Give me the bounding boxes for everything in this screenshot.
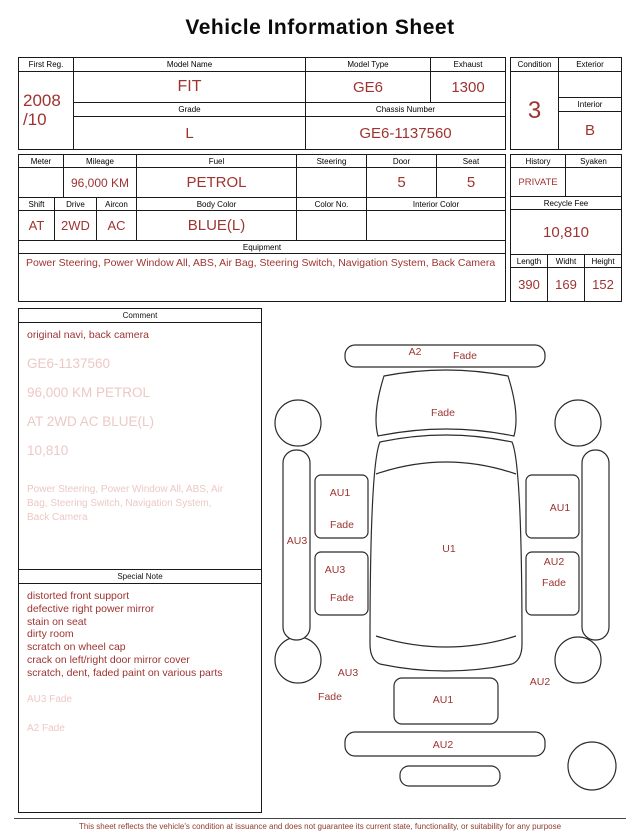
zone-label: AU1 bbox=[329, 487, 351, 499]
comment-header: Comment bbox=[19, 309, 261, 323]
door-value: 5 bbox=[367, 168, 437, 197]
height-label: Height bbox=[591, 256, 615, 266]
lower-rear-panel bbox=[400, 766, 500, 786]
history-label: History bbox=[511, 155, 566, 167]
left-rear-door-panel bbox=[315, 552, 368, 615]
door-label: Door bbox=[367, 155, 437, 167]
zone-label: AU3 bbox=[337, 667, 359, 679]
equipment-value: Power Steering, Power Window All, ABS, Air Bag, Steering Switch, Navigation System, Back Camera bbox=[26, 257, 496, 269]
top-left-table bbox=[18, 57, 506, 150]
ghost-line: Power Steering, Power Window All, ABS, Air bbox=[27, 483, 224, 495]
zone-label: Fade bbox=[453, 350, 477, 362]
grade-value: L bbox=[74, 117, 306, 149]
special-note-body bbox=[19, 584, 261, 812]
comment-body bbox=[19, 323, 261, 569]
fuel-label: Fuel bbox=[137, 155, 297, 167]
zone-label: U1 bbox=[442, 543, 456, 555]
height-value: 152 bbox=[592, 277, 614, 292]
front-bumper-panel bbox=[345, 345, 545, 367]
zone-label: A2 bbox=[408, 346, 422, 358]
fuel-value: PETROL bbox=[137, 168, 297, 197]
chassis-value: GE6-1137560 bbox=[359, 124, 452, 142]
ghost-bleedthrough-text bbox=[27, 694, 253, 734]
zone-label: AU1 bbox=[549, 502, 571, 514]
zone-label: Fade bbox=[330, 519, 354, 531]
special-note-item: stain on seat bbox=[27, 615, 87, 628]
steering-value bbox=[297, 168, 367, 197]
rear-left-wheel bbox=[275, 637, 321, 683]
ghost-line: 10,810 bbox=[27, 442, 69, 458]
zone-label: AU3 bbox=[324, 564, 346, 576]
exterior-label: Exterior bbox=[559, 58, 621, 72]
page-title: Vehicle Information Sheet bbox=[185, 16, 455, 39]
width-label: Widht bbox=[548, 255, 585, 267]
interior-color-value bbox=[367, 211, 505, 240]
special-note-item: scratch on wheel cap bbox=[27, 641, 126, 654]
first-reg-value bbox=[19, 72, 74, 149]
model-name-value: FIT bbox=[74, 72, 306, 103]
body-color-value: BLUE(L) bbox=[137, 211, 297, 240]
exhaust-value: 1300 bbox=[431, 72, 505, 103]
zone-label: Fade bbox=[330, 592, 354, 604]
model-name-label: Model Name bbox=[74, 58, 306, 72]
zone-label: AU2 bbox=[543, 556, 565, 568]
exhaust-label: Exhaust bbox=[431, 58, 505, 72]
disclaimer-text: This sheet reflects the vehicle's condition at issuance and does not guarantee its current state, functionality, or suitability for any purpose bbox=[14, 818, 626, 831]
comment-box bbox=[18, 308, 262, 813]
comment-text: original navi, back camera bbox=[27, 329, 149, 341]
aircon-value: AC bbox=[97, 211, 137, 240]
model-type-label: Model Type bbox=[306, 58, 431, 72]
meter-label: Meter bbox=[19, 155, 64, 167]
syaken-value bbox=[566, 168, 621, 196]
special-note-item: scratch, dent, faded paint on various parts bbox=[27, 666, 223, 679]
interior-color-label: Interior Color bbox=[412, 199, 460, 209]
shift-label: Shift bbox=[19, 198, 55, 210]
condition-value: 3 bbox=[511, 72, 559, 149]
front-right-wheel bbox=[555, 400, 601, 446]
ghost-line: 96,000 KM PETROL bbox=[27, 384, 151, 400]
drive-value: 2WD bbox=[55, 211, 97, 240]
zone-label: Fade bbox=[542, 577, 566, 589]
car-diagram-svg bbox=[270, 314, 622, 806]
model-type-value: GE6 bbox=[306, 72, 431, 103]
recycle-fee-value: 10,810 bbox=[543, 223, 589, 241]
spare-tire bbox=[568, 742, 616, 790]
history-value: PRIVATE bbox=[511, 168, 566, 196]
width-value: 169 bbox=[548, 268, 585, 301]
body-color-label: Body Color bbox=[137, 198, 297, 210]
color-no-value bbox=[297, 211, 367, 240]
ghost-bleedthrough-text bbox=[27, 356, 253, 523]
special-note-item: distorted front support bbox=[27, 590, 130, 602]
zone-label: Fade bbox=[318, 691, 342, 703]
right-side-strip bbox=[582, 450, 609, 640]
interior-value: B bbox=[584, 122, 595, 139]
chassis-label: Chassis Number bbox=[306, 103, 505, 117]
right-panel-table bbox=[510, 154, 622, 302]
first-reg-month: /10 bbox=[23, 109, 47, 129]
hood-panel bbox=[376, 370, 516, 436]
length-value: 390 bbox=[511, 268, 548, 301]
zone-label: AU2 bbox=[432, 739, 454, 751]
recycle-fee-label: Recycle Fee bbox=[543, 198, 589, 208]
aircon-label: Aircon bbox=[97, 198, 137, 210]
zone-label: AU3 bbox=[286, 535, 308, 547]
ghost-line: AT 2WD AC BLUE(L) bbox=[27, 413, 155, 429]
syaken-label: Syaken bbox=[580, 156, 607, 166]
seat-label: Seat bbox=[462, 156, 480, 166]
rear-right-wheel bbox=[555, 637, 601, 683]
steering-label: Steering bbox=[297, 155, 367, 167]
drive-label: Drive bbox=[55, 198, 97, 210]
zone-label: AU2 bbox=[529, 676, 551, 688]
exterior-value bbox=[559, 72, 621, 98]
zone-label: AU1 bbox=[432, 694, 454, 706]
zone-label: Fade bbox=[431, 407, 455, 419]
equipment-label: Equipment bbox=[242, 242, 282, 252]
ghost-line: Back Camera bbox=[27, 511, 88, 523]
meter-value bbox=[19, 168, 64, 197]
car-damage-diagram bbox=[270, 314, 622, 806]
special-note-header: Special Note bbox=[19, 569, 261, 584]
top-right-table bbox=[510, 57, 622, 150]
mileage-value: 96,000 KM bbox=[64, 168, 137, 197]
length-label: Length bbox=[511, 255, 548, 267]
ghost-line: GE6-1137560 bbox=[27, 355, 111, 371]
special-note-item: crack on left/right door mirror cover bbox=[27, 653, 190, 666]
front-left-wheel bbox=[275, 400, 321, 446]
first-reg-year: 2008 bbox=[23, 90, 61, 110]
seat-value: 5 bbox=[466, 174, 476, 191]
spec-table bbox=[18, 154, 506, 302]
ghost-line: AU3 Fade bbox=[27, 693, 73, 705]
color-no-label: Color No. bbox=[297, 198, 367, 210]
special-note-item: defective right power mirror bbox=[27, 602, 155, 615]
shift-value: AT bbox=[19, 211, 55, 240]
grade-label: Grade bbox=[74, 103, 306, 117]
first-reg-label: First Reg. bbox=[19, 58, 74, 72]
ghost-line: Bag, Steering Switch, Navigation System, bbox=[27, 497, 212, 509]
condition-label: Condition bbox=[511, 58, 559, 72]
ghost-line: A2 Fade bbox=[27, 722, 65, 734]
mileage-label: Mileage bbox=[64, 155, 137, 167]
interior-label: Interior bbox=[559, 98, 621, 112]
special-note-item: dirty room bbox=[27, 628, 74, 641]
